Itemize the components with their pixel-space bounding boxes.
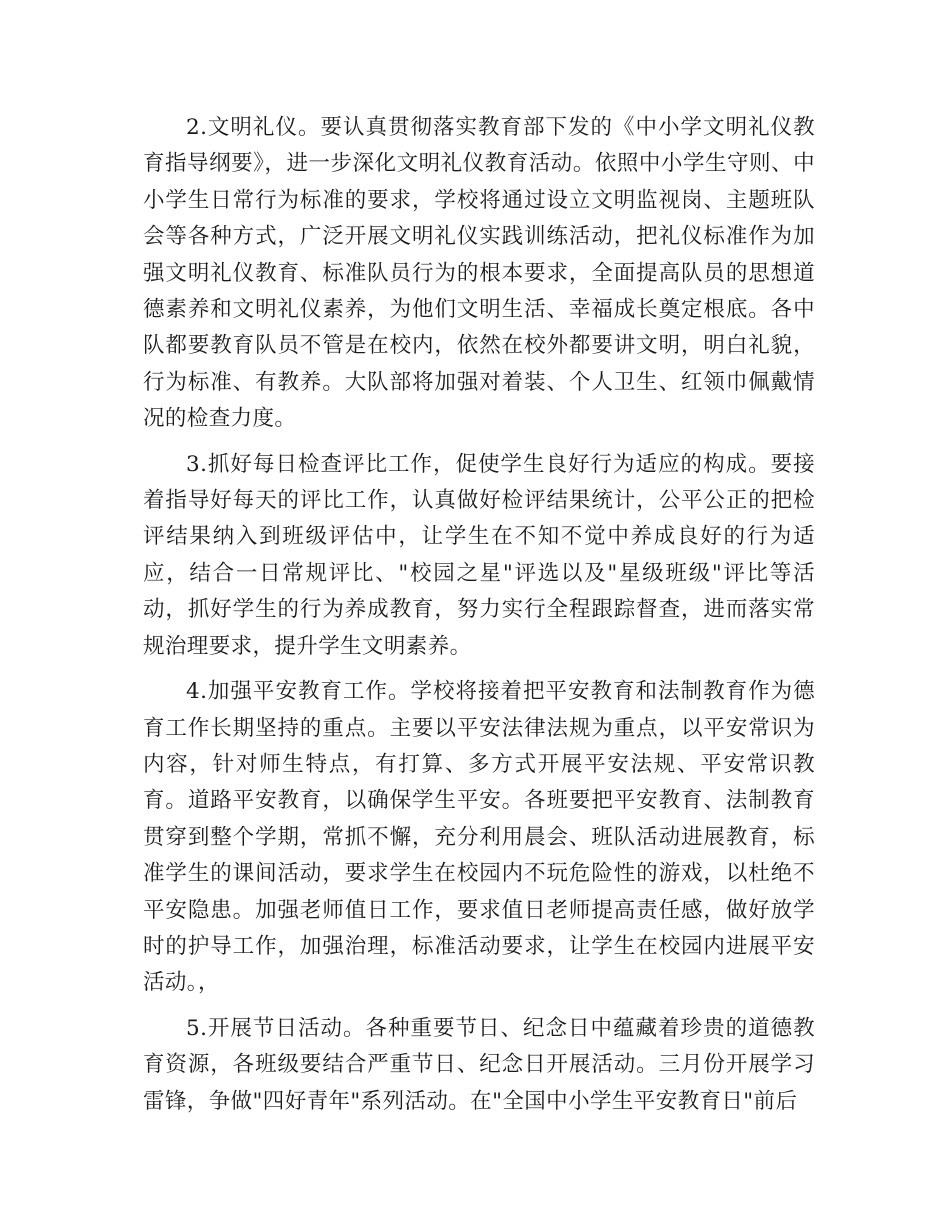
paragraph-daily-inspection: 3.抓好每日检查评比工作，促使学生良好行为适应的构成。要接着指导好每天的评比工作，认真做好检评结果统计，公平公正的把检评结果纳入到班级评估中，让学生在不知不觉中养成良好的行为适应，结合一日常规评比、"校园之星"评选以及"星级班级"评比等活动，抓好学生的行为养成教育，努力实行全程跟踪督查，进而落实常规治理要求，提升学生文明素养。 — [143, 451, 815, 659]
document-body — [143, 110, 815, 1129]
paragraph-safety-education: 4.加强平安教育工作。学校将接着把平安教育和法制教育作为德育工作长期坚持的重点。主要以平安法律法规为重点，以平安常识为内容，针对师生特点，有打算、多方式开展平安法规、平安常识教育。道路平安教育，以确保学生平安。各班要把平安教育、法制教育贯穿到整个学期，常抓不懈，充分利用晨会、班队活动进展教育，标准学生的课间活动，要求学生在校园内不玩危险性的游戏，以杜绝不平安隐患。加强老师值日工作，要求值日老师提高责任感，做好放学时的护导工作，加强治理，标准活动要求，让学生在校园内进展平安活动。， — [143, 679, 815, 996]
paragraph-holiday-activities: 5.开展节日活动。各种重要节日、纪念日中蕴藏着珍贵的道德教育资源，各班级要结合严重节日、纪念日开展活动。三月份开展学习雷锋，争做"四好青年"系列活动。在"全国中小学生平安教育日"前后 — [143, 1015, 815, 1114]
paragraph-etiquette: 2.文明礼仪。要认真贯彻落实教育部下发的《中小学文明礼仪教育指导纲要》，进一步深化文明礼仪教育活动。依照中小学生守则、中小学生日常行为标准的要求，学校将通过设立文明监视岗、主题班队会等各种方式，广泛开展文明礼仪实践训练活动，把礼仪标准作为加强文明礼仪教育、标准队员行为的根本要求，全面提高队员的思想道德素养和文明礼仪素养，为他们文明生活、幸福成长奠定根底。各中队都要教育队员不管是在校内，依然在校外都要讲文明，明白礼貌，行为标准、有教养。大队部将加强对着装、个人卫生、红领巾佩戴情况的检查力度。 — [143, 115, 815, 432]
